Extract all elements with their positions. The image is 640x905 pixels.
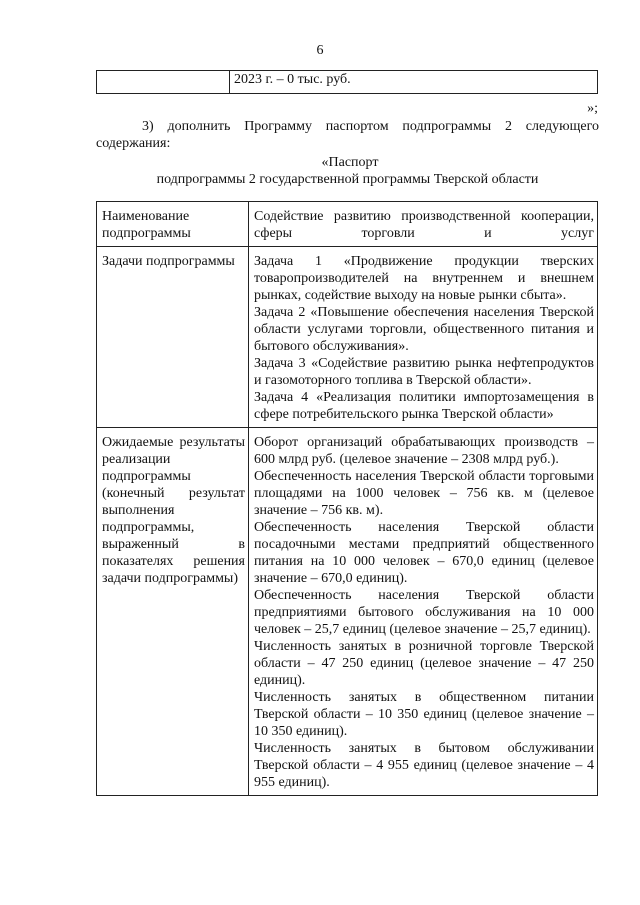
result-item: Обеспеченность населения Тверской области предприятиями бытового обслуживания на 10 000 человек – 25,7 единиц (целевое значение – 25,7 единиц). xyxy=(254,588,594,637)
table-row xyxy=(97,247,598,428)
previous-table-tail xyxy=(96,70,598,94)
table-row xyxy=(97,71,598,94)
passport-heading-subtitle: подпрограммы 2 государственной программы Тверской области xyxy=(156,172,539,187)
table-row xyxy=(97,428,598,796)
task-item: Задача 4 «Реализация политики импортозамещения в сфере потребительского рынка Тверской области» xyxy=(254,390,594,422)
result-item: Численность занятых в бытовом обслуживании Тверской области – 4 955 единиц (целевое значение – 4 955 единиц). xyxy=(254,741,594,790)
result-item: Обеспеченность населения Тверской области торговыми площадями на 1000 человек – 756 кв. м (целевое значение – 756 кв. м). xyxy=(254,469,594,518)
row-label-name: Наименование подпрограммы xyxy=(97,202,249,247)
task-item: Задача 2 «Повышение обеспечения населения Тверской области услугами торговли, общественного питания и бытового обслуживания». xyxy=(254,305,594,354)
row-value-name: Содействие развитию производственной кооперации, сферы торговли и услуг xyxy=(249,202,598,247)
task-item: Задача 1 «Продвижение продукции тверских товаропроизводителей на внутреннем и внешнем рынках, содействие выходу на новые рынки сбыта». xyxy=(254,254,594,303)
table-cell-value: 2023 г. – 0 тыс. руб. xyxy=(230,71,598,94)
row-label-tasks: Задачи подпрограммы xyxy=(97,247,249,428)
result-item: Численность занятых в розничной торговле Тверской области – 47 250 единиц (целевое значение – 47 250 единиц). xyxy=(254,639,594,688)
result-item: Обеспеченность населения Тверской области посадочными местами предприятий общественного питания на 10 000 человек – 670,0 единиц (целевое значение – 670,0 единиц). xyxy=(254,520,594,586)
row-label-results: Ожидаемые результаты реализации подпрограммы (конечный результат выполнения подпрограммы, выраженный в показателях решения задачи подпрограммы) xyxy=(97,428,249,796)
passport-heading-title: «Паспорт xyxy=(321,155,379,170)
task-item: Задача 3 «Содействие развитию рынка нефтепродуктов и газомоторного топлива в Тверской области». xyxy=(254,356,594,388)
page-number: 6 xyxy=(316,43,324,58)
passport-table xyxy=(96,201,598,796)
row-value-tasks xyxy=(249,247,598,428)
table-cell-empty xyxy=(97,71,230,94)
result-item: Оборот организаций обрабатывающих производств – 600 млрд руб. (целевое значение – 2308 млрд руб.). xyxy=(254,435,594,467)
result-item: Численность занятых в общественном питании Тверской области – 10 350 единиц (целевое значение – 10 350 единиц). xyxy=(254,690,594,739)
table-row xyxy=(97,202,598,247)
amendment-paragraph: 3) дополнить Программу паспортом подпрограммы 2 следующего содержания: xyxy=(96,119,599,151)
closing-quote: »; xyxy=(587,101,598,116)
row-value-results xyxy=(249,428,598,796)
